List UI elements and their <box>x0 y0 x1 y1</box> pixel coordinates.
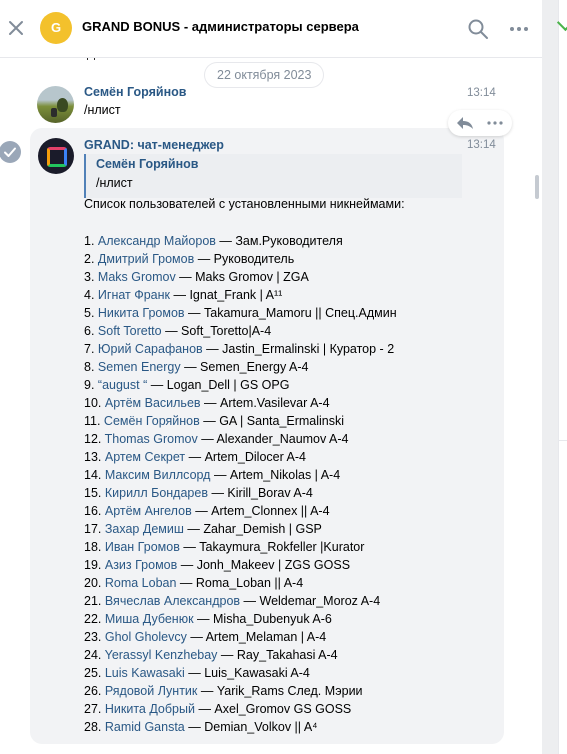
user-nickname: — Semen_Energy A-4 <box>180 360 309 374</box>
list-item <box>84 629 397 647</box>
list-item <box>84 503 397 521</box>
message-time: 13:14 <box>467 139 496 151</box>
user-link[interactable]: Артём Ангелов <box>104 504 192 518</box>
user-nickname: — Artem.Vasilevar A-4 <box>200 396 330 410</box>
chat-title[interactable]: GRAND BONUS - администраторы сервера <box>82 19 359 34</box>
list-number: 15. <box>84 486 105 500</box>
user-link[interactable]: Иван Громов <box>104 540 180 554</box>
list-item <box>84 701 397 719</box>
list-number: 28. <box>84 720 105 734</box>
list-number: 8. <box>84 360 98 374</box>
user-nickname: — Kirill_Borav A-4 <box>207 486 313 500</box>
user-nickname: — Руководитель <box>194 252 295 266</box>
list-item <box>84 251 397 269</box>
list-number: 24. <box>84 648 105 662</box>
list-number: 12. <box>84 432 105 446</box>
list-number: 7. <box>84 342 98 356</box>
user-nickname: — Soft_Toretto|A-4 <box>161 324 272 338</box>
user-link[interactable]: “august “ <box>97 378 148 392</box>
list-item <box>84 575 397 593</box>
user-nickname: — Artem_Melaman | A-4 <box>186 630 327 644</box>
list-number: 2. <box>84 252 98 266</box>
user-link[interactable]: Семён Горяйнов <box>103 414 200 428</box>
user-nickname: — Alexander_Naumov A-4 <box>197 432 349 446</box>
list-item <box>84 359 397 377</box>
list-number: 26. <box>84 684 105 698</box>
user-nickname: — Zahar_Demish | GSP <box>183 522 322 536</box>
list-item <box>84 431 397 449</box>
user-list <box>84 233 397 737</box>
user-link[interactable]: Рядовой Лунтик <box>104 684 198 698</box>
list-number: 10. <box>84 396 105 410</box>
reply-icon[interactable] <box>456 116 474 130</box>
list-item <box>84 557 397 575</box>
user-link[interactable]: Юрий Сарафанов <box>97 342 203 356</box>
reply-quote[interactable] <box>84 154 462 198</box>
list-number: 3. <box>84 270 98 284</box>
list-number: 5. <box>84 306 98 320</box>
user-link[interactable]: Дмитрий Громов <box>97 252 195 266</box>
list-number: 13. <box>84 450 105 464</box>
user-nickname: — Misha_Dubenyuk A-6 <box>193 612 332 626</box>
list-item <box>84 539 397 557</box>
user-nickname: — GA | Santa_Ermalinski <box>199 414 345 428</box>
user-link[interactable]: Вячеслав Александров <box>104 594 241 608</box>
user-link[interactable]: Никита Громов <box>97 306 185 320</box>
list-item <box>84 287 397 305</box>
date-separator: 22 октября 2023 <box>205 63 323 87</box>
close-icon[interactable] <box>6 18 26 38</box>
list-item <box>84 269 397 287</box>
list-number: 4. <box>84 288 98 302</box>
user-nickname: — Jonh_Makeev | ZGS GOSS <box>177 558 351 572</box>
list-number: 27. <box>84 702 105 716</box>
user-nickname: — Roma_Loban || A-4 <box>176 576 304 590</box>
list-item <box>84 341 397 359</box>
message-author[interactable]: Семён Горяйнов <box>84 85 187 99</box>
message-author[interactable]: GRAND: чат-менеджер <box>84 138 224 152</box>
user-link[interactable]: Максим Виллсорд <box>104 468 211 482</box>
scrollbar[interactable] <box>535 175 539 199</box>
list-number: 11. <box>84 414 104 428</box>
message-time: 13:14 <box>467 87 496 99</box>
chat-avatar[interactable]: G <box>40 12 72 44</box>
user-link[interactable]: Артем Секрет <box>104 450 186 464</box>
list-number: 21. <box>84 594 105 608</box>
user-nickname: — Logan_Dell | GS OPG <box>147 378 290 392</box>
user-nickname: — Ray_Takahasi A-4 <box>217 648 338 662</box>
list-item <box>84 485 397 503</box>
user-link[interactable]: Yerassyl Kenzhebay <box>104 648 218 662</box>
list-item <box>84 413 397 431</box>
search-icon[interactable] <box>467 18 489 40</box>
list-item <box>84 377 397 395</box>
user-nickname: — Takamura_Mamoru || Спец.Админ <box>184 306 397 320</box>
list-item <box>84 647 397 665</box>
list-item <box>84 521 397 539</box>
user-link[interactable]: Semen Energy <box>97 360 181 374</box>
list-number: 25. <box>84 666 105 680</box>
user-nickname: — Axel_Gromov GS GOSS <box>194 702 352 716</box>
user-link[interactable]: Захар Демиш <box>104 522 184 536</box>
user-nickname: — Artem_Dilocer A-4 <box>185 450 307 464</box>
list-number: 9. <box>84 378 98 392</box>
message-text: /нлист <box>84 103 121 117</box>
side-panel <box>558 0 567 754</box>
user-nickname: — Artem_Clonnex || A-4 <box>191 504 330 518</box>
user-nickname: — Yarik_Rams След. Мэрии <box>197 684 363 698</box>
user-link[interactable]: Азиз Громов <box>104 558 178 572</box>
list-item <box>84 593 397 611</box>
list-number: 14. <box>84 468 105 482</box>
user-nickname: — Artem_Nikolas | A-4 <box>210 468 341 482</box>
list-item <box>84 233 397 251</box>
list-number: 16. <box>84 504 105 518</box>
chat-header <box>0 0 542 58</box>
user-link[interactable]: Roma Loban <box>104 576 177 590</box>
list-item <box>84 305 397 323</box>
quote-text: /нлист <box>96 176 133 190</box>
list-number: 1. <box>84 234 98 248</box>
user-link[interactable]: Luis Kawasaki <box>104 666 185 680</box>
list-item <box>84 665 397 683</box>
user-nickname: — Jastin_Ermalinski | Куратор - 2 <box>202 342 395 356</box>
user-nickname: — Weldemar_Moroz A-4 <box>240 594 381 608</box>
list-item <box>84 683 397 701</box>
user-link[interactable]: Никита Добрый <box>104 702 195 716</box>
dots-icon[interactable] <box>486 116 504 130</box>
list-number: 17. <box>84 522 105 536</box>
message-actions <box>448 110 512 136</box>
list-item <box>84 467 397 485</box>
user-link[interactable]: Миша Дубенюк <box>104 612 194 626</box>
user-nickname: — Ignat_Frank | A¹¹ <box>170 288 283 302</box>
list-item <box>84 395 397 413</box>
user-link[interactable]: Игнат Франк <box>97 288 171 302</box>
list-number: 20. <box>84 576 105 590</box>
list-number: 23. <box>84 630 105 644</box>
bot-avatar[interactable] <box>38 138 74 174</box>
read-check-icon[interactable] <box>0 141 21 163</box>
user-link[interactable]: Александр Майоров <box>97 234 216 248</box>
user-nickname: — Зам.Руководителя <box>215 234 343 248</box>
user-nickname: — Luis_Kawasaki A-4 <box>184 666 310 680</box>
user-link[interactable]: Кирилл Бондарев <box>104 486 208 500</box>
user-link[interactable]: Ghol Gholevcy <box>104 630 187 644</box>
list-number: 18. <box>84 540 105 554</box>
list-item <box>84 611 397 629</box>
user-link[interactable]: Thomas Gromov <box>104 432 198 446</box>
user-nickname: — Takaymura_Rokfeller |Kurator <box>179 540 365 554</box>
author-avatar[interactable] <box>37 86 74 123</box>
list-number: 6. <box>84 324 98 338</box>
user-nickname: — Maks Gromov | ZGA <box>175 270 309 284</box>
list-number: 22. <box>84 612 105 626</box>
list-item <box>84 449 397 467</box>
user-nickname: — Demian_Volkov || A⁴ <box>184 720 318 734</box>
list-header: Список пользователей с установленными никнеймами: <box>84 197 405 211</box>
user-link[interactable]: Артём Васильев <box>104 396 201 410</box>
more-icon[interactable] <box>508 18 530 40</box>
list-item <box>84 719 397 737</box>
quote-author: Семён Горяйнов <box>96 157 199 171</box>
user-link[interactable]: Soft Toretto <box>97 324 162 338</box>
check-icon <box>557 17 567 31</box>
user-link[interactable]: Maks Gromov <box>97 270 176 284</box>
user-link[interactable]: Ramid Gansta <box>104 720 185 734</box>
list-number: 19. <box>84 558 105 572</box>
list-item <box>84 323 397 341</box>
